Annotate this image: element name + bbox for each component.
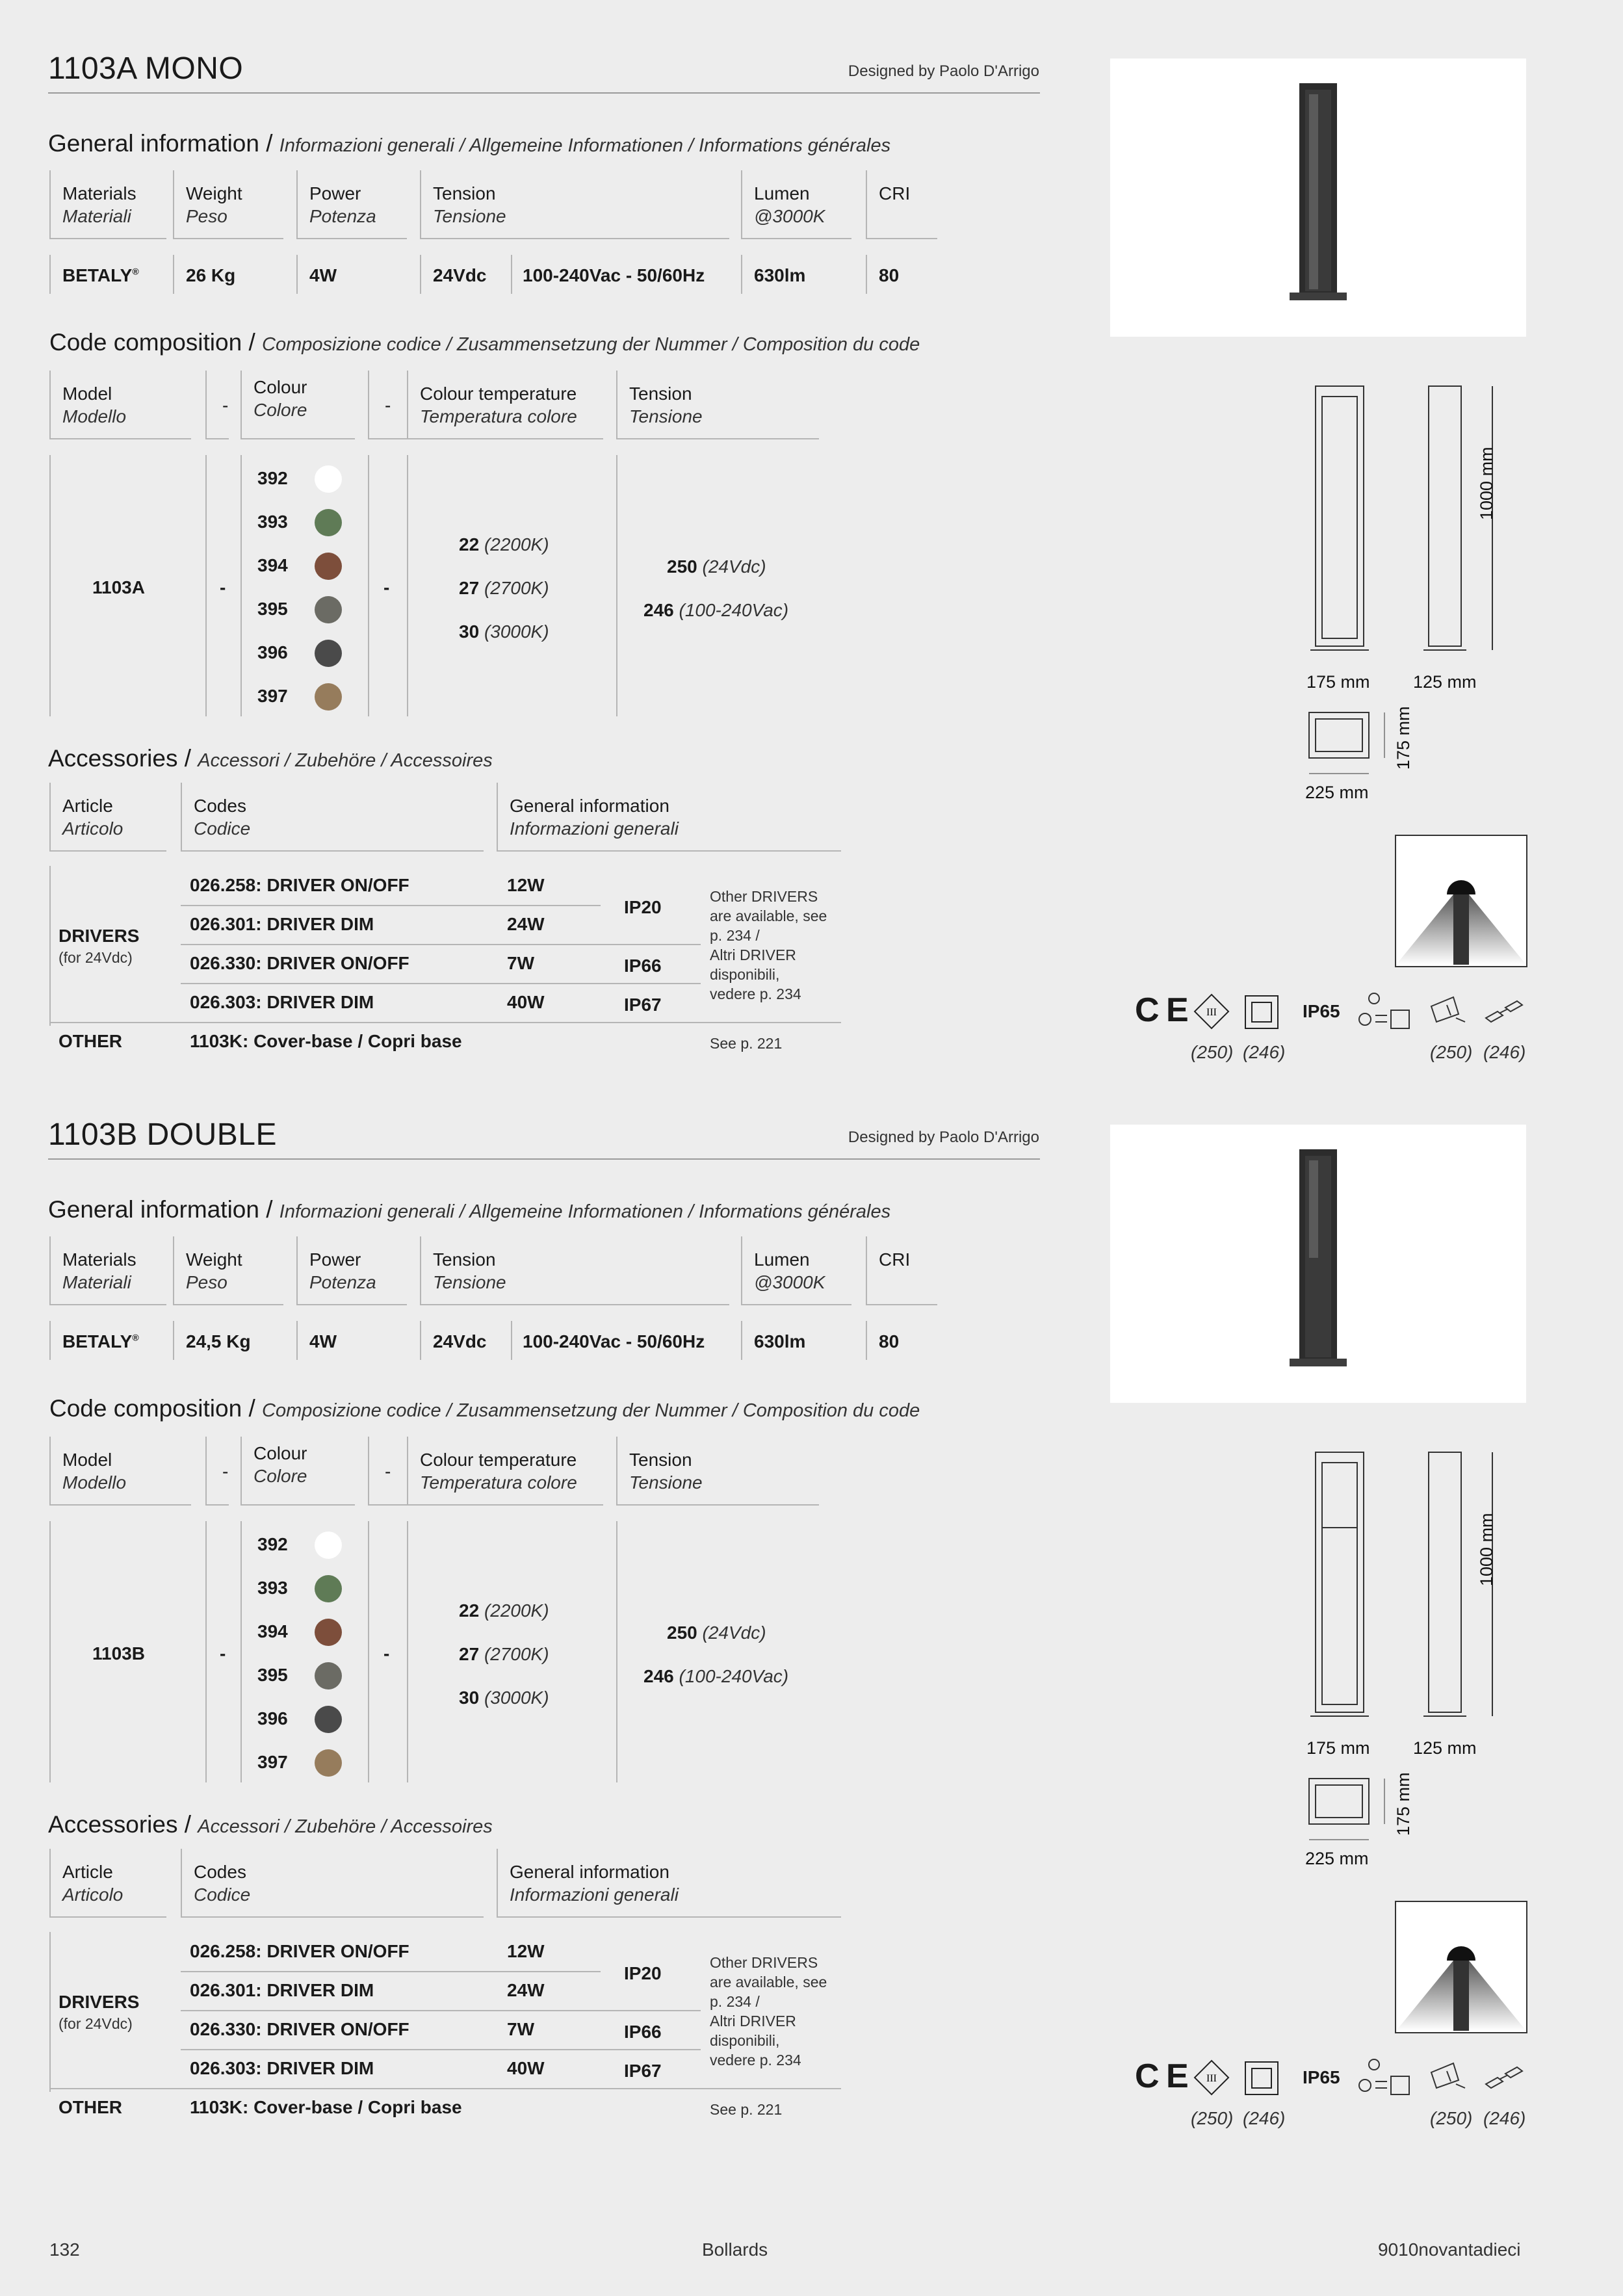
colour-code: 393 bbox=[257, 1578, 288, 1598]
colour-swatch bbox=[315, 509, 342, 536]
ce-mark-icon: C E bbox=[1135, 2057, 1189, 2095]
colour-code: 397 bbox=[257, 1752, 288, 1772]
dim-base-height: 175 mm bbox=[1394, 706, 1413, 770]
colour-swatch bbox=[315, 1575, 342, 1602]
value-cri: 80 bbox=[879, 265, 900, 285]
header-cri: CRI bbox=[866, 1236, 937, 1305]
code-heading: Code composition / Composizione codice / Zusammensetzung der Nummer / Composition du code bbox=[49, 329, 920, 356]
driver-code: 026.301: DRIVER DIM bbox=[190, 1980, 374, 2000]
double-insulation-icon bbox=[1244, 995, 1279, 1030]
header-lumen: Lumen @3000K bbox=[741, 170, 851, 239]
connector-icon bbox=[1483, 2058, 1529, 2093]
ip-67: IP67 bbox=[624, 995, 662, 1015]
code-header-colour: Colour Colore bbox=[240, 371, 355, 439]
product-section bbox=[0, 0, 1623, 1066]
code-header-temp: Colour temperature Temperatura colore bbox=[407, 1437, 603, 1506]
value-cri: 80 bbox=[879, 1331, 900, 1351]
drivers-label: DRIVERS bbox=[58, 926, 140, 946]
header-materials: Materials Materiali bbox=[49, 1236, 166, 1305]
tension-code: 246 (100-240Vac) bbox=[643, 1666, 789, 1686]
driver-power: 24W bbox=[507, 914, 545, 934]
colour-swatch bbox=[315, 1662, 342, 1689]
accessories-heading: Accessories / Accessori / Zubehöre / Accessoires bbox=[48, 745, 493, 772]
header-materials: Materials Materiali bbox=[49, 170, 166, 239]
driver-note: Other DRIVERS are available, see p. 234 / Altri DRIVER disponibili, vedere p. 234 bbox=[710, 888, 827, 1002]
other-code: 1103K: Cover-base / Copri base bbox=[190, 1031, 462, 1051]
cert-note-1: (250) bbox=[1191, 2108, 1234, 2128]
product-photo bbox=[1110, 59, 1526, 337]
colour-code: 396 bbox=[257, 1708, 288, 1729]
acc-header-article: Article Articolo bbox=[49, 783, 166, 852]
header-cri: CRI bbox=[866, 170, 937, 239]
connector-icon bbox=[1483, 992, 1529, 1027]
code-header-dash1: - bbox=[205, 1437, 229, 1506]
acc-header-article: Article Articolo bbox=[49, 1849, 166, 1918]
value-material: BETALY® bbox=[62, 1331, 139, 1351]
product-title: 1103A MONO bbox=[48, 51, 244, 86]
colour-code: 394 bbox=[257, 555, 288, 575]
value-tension-ac: 100-240Vac - 50/60Hz bbox=[523, 265, 705, 285]
header-power: Power Potenza bbox=[296, 170, 407, 239]
other-label: OTHER bbox=[58, 2097, 122, 2117]
acc-header-info: General information Informazioni generali bbox=[497, 1849, 841, 1918]
colour-code: 392 bbox=[257, 1534, 288, 1554]
driver-power: 7W bbox=[507, 953, 534, 973]
ip-66: IP66 bbox=[624, 2022, 662, 2042]
other-note: See p. 221 bbox=[710, 2101, 783, 2118]
bollard-photo bbox=[1110, 59, 1526, 337]
model-dash: - bbox=[220, 577, 226, 597]
emergency-light-icon bbox=[1355, 2058, 1413, 2098]
header-tension: Tension Tensione bbox=[420, 170, 729, 239]
colour-temperature: 27 (2700K) bbox=[459, 578, 549, 598]
code-header-dash2: - bbox=[368, 1437, 407, 1506]
driver-icon bbox=[1427, 992, 1466, 1027]
colour-swatch bbox=[315, 1706, 342, 1733]
colour-swatch bbox=[315, 683, 342, 711]
colour-dash: - bbox=[383, 577, 390, 597]
drivers-sublabel: (for 24Vdc) bbox=[58, 949, 133, 966]
cert-note-4: (246) bbox=[1483, 2108, 1526, 2128]
light-distribution-icon bbox=[1395, 835, 1527, 967]
model-code: 1103B bbox=[92, 1643, 145, 1663]
title-rule bbox=[48, 1158, 1040, 1160]
code-header-temp: Colour temperature Temperatura colore bbox=[407, 371, 603, 439]
driver-power: 40W bbox=[507, 2058, 545, 2078]
bollard-photo bbox=[1110, 1125, 1526, 1403]
value-tension-dc: 24Vdc bbox=[433, 265, 487, 285]
class-iii-icon bbox=[1193, 993, 1230, 1030]
colour-temperature: 30 (3000K) bbox=[459, 1688, 549, 1708]
model-dash: - bbox=[220, 1643, 226, 1663]
colour-code: 396 bbox=[257, 642, 288, 662]
value-lumen: 630lm bbox=[754, 1331, 806, 1351]
product-section bbox=[0, 1066, 1623, 2132]
driver-code: 026.258: DRIVER ON/OFF bbox=[190, 875, 409, 895]
header-power: Power Potenza bbox=[296, 1236, 407, 1305]
dim-width-front: 175 mm bbox=[1306, 1738, 1370, 1758]
driver-code: 026.303: DRIVER DIM bbox=[190, 2058, 374, 2078]
value-material: BETALY® bbox=[62, 265, 139, 285]
title-rule bbox=[48, 92, 1040, 94]
svg-text:III: III bbox=[1206, 2073, 1217, 2084]
dimension-drawing bbox=[1300, 1443, 1534, 1872]
acc-header-codes: Codes Codice bbox=[181, 1849, 484, 1918]
ip-66: IP66 bbox=[624, 956, 662, 976]
emergency-light-icon bbox=[1355, 992, 1413, 1032]
drivers-sublabel: (for 24Vdc) bbox=[58, 2015, 133, 2032]
dim-width-side: 125 mm bbox=[1413, 672, 1477, 692]
tension-code: 246 (100-240Vac) bbox=[643, 600, 789, 620]
driver-power: 12W bbox=[507, 875, 545, 895]
driver-power: 24W bbox=[507, 1980, 545, 2000]
colour-swatch bbox=[315, 1532, 342, 1559]
other-code: 1103K: Cover-base / Copri base bbox=[190, 2097, 462, 2117]
colour-code: 397 bbox=[257, 686, 288, 706]
value-power: 4W bbox=[309, 1331, 337, 1351]
dim-base-height: 175 mm bbox=[1394, 1772, 1413, 1836]
header-lumen: Lumen @3000K bbox=[741, 1236, 851, 1305]
code-header-model: Model Modello bbox=[49, 371, 191, 439]
colour-temperature: 22 (2200K) bbox=[459, 1600, 549, 1621]
code-header-tension: Tension Tensione bbox=[616, 371, 819, 439]
driver-power: 40W bbox=[507, 992, 545, 1012]
page-number: 132 bbox=[49, 2239, 80, 2260]
colour-swatch bbox=[315, 640, 342, 667]
cert-note-2: (246) bbox=[1243, 1042, 1286, 1062]
driver-icon bbox=[1427, 2058, 1466, 2093]
colour-temperature: 22 (2200K) bbox=[459, 534, 549, 554]
driver-code: 026.303: DRIVER DIM bbox=[190, 992, 374, 1012]
value-tension-ac: 100-240Vac - 50/60Hz bbox=[523, 1331, 705, 1351]
tension-code: 250 (24Vdc) bbox=[667, 1623, 766, 1643]
general-info-heading: General information / Informazioni generali / Allgemeine Informationen / Informations générales bbox=[48, 1196, 891, 1223]
value-weight: 24,5 Kg bbox=[186, 1331, 251, 1351]
dim-base-width: 225 mm bbox=[1305, 783, 1369, 802]
colour-temperature: 27 (2700K) bbox=[459, 1644, 549, 1664]
code-header-colour: Colour Colore bbox=[240, 1437, 355, 1506]
ip-20: IP20 bbox=[624, 1963, 662, 1983]
value-lumen: 630lm bbox=[754, 265, 806, 285]
colour-swatch bbox=[315, 596, 342, 623]
product-title: 1103B DOUBLE bbox=[48, 1117, 277, 1152]
cert-note-1: (250) bbox=[1191, 1042, 1234, 1062]
cert-note-2: (246) bbox=[1243, 2108, 1286, 2128]
drivers-label: DRIVERS bbox=[58, 1992, 140, 2012]
driver-note: Other DRIVERS are available, see p. 234 / Altri DRIVER disponibili, vedere p. 234 bbox=[710, 1954, 827, 2068]
footer-brand: 9010novantadieci bbox=[1378, 2239, 1521, 2260]
driver-power: 7W bbox=[507, 2019, 534, 2039]
value-weight: 26 Kg bbox=[186, 265, 236, 285]
colour-swatch bbox=[315, 1619, 342, 1646]
designer-credit: Designed by Paolo D'Arrigo bbox=[848, 62, 1039, 80]
ip65-label: IP65 bbox=[1303, 2067, 1340, 2087]
colour-temperature: 30 (3000K) bbox=[459, 621, 549, 642]
driver-code: 026.301: DRIVER DIM bbox=[190, 914, 374, 934]
header-weight: Weight Peso bbox=[173, 1236, 283, 1305]
colour-code: 393 bbox=[257, 512, 288, 532]
code-heading: Code composition / Composizione codice / Zusammensetzung der Nummer / Composition du code bbox=[49, 1395, 920, 1422]
product-photo bbox=[1110, 1125, 1526, 1403]
value-power: 4W bbox=[309, 265, 337, 285]
code-header-model: Model Modello bbox=[49, 1437, 191, 1506]
footer-section: Bollards bbox=[702, 2239, 768, 2260]
colour-swatch bbox=[315, 465, 342, 493]
header-weight: Weight Peso bbox=[173, 170, 283, 239]
colour-code: 392 bbox=[257, 468, 288, 488]
accessories-heading: Accessories / Accessori / Zubehöre / Accessoires bbox=[48, 1811, 493, 1838]
colour-dash: - bbox=[383, 1643, 390, 1663]
class-iii-icon bbox=[1193, 2059, 1230, 2096]
acc-header-info: General information Informazioni generali bbox=[497, 783, 841, 852]
driver-code: 026.258: DRIVER ON/OFF bbox=[190, 1941, 409, 1961]
dimension-drawing bbox=[1300, 377, 1534, 806]
code-header-tension: Tension Tensione bbox=[616, 1437, 819, 1506]
colour-swatch bbox=[315, 1749, 342, 1777]
ce-mark-icon: C E bbox=[1135, 991, 1189, 1029]
value-tension-dc: 24Vdc bbox=[433, 1331, 487, 1351]
cert-note-3: (250) bbox=[1430, 2108, 1473, 2128]
ip-67: IP67 bbox=[624, 2061, 662, 2081]
double-insulation-icon bbox=[1244, 2061, 1279, 2096]
colour-code: 394 bbox=[257, 1621, 288, 1641]
driver-power: 12W bbox=[507, 1941, 545, 1961]
header-tension: Tension Tensione bbox=[420, 1236, 729, 1305]
cert-note-3: (250) bbox=[1430, 1042, 1473, 1062]
tension-code: 250 (24Vdc) bbox=[667, 556, 766, 577]
svg-text:III: III bbox=[1206, 1007, 1217, 1018]
colour-swatch bbox=[315, 553, 342, 580]
ip-20: IP20 bbox=[624, 897, 662, 917]
acc-header-codes: Codes Codice bbox=[181, 783, 484, 852]
code-header-dash1: - bbox=[205, 371, 229, 439]
dim-height: 1000 mm bbox=[1477, 1513, 1496, 1586]
driver-code: 026.330: DRIVER ON/OFF bbox=[190, 953, 409, 973]
designer-credit: Designed by Paolo D'Arrigo bbox=[848, 1128, 1039, 1146]
dim-base-width: 225 mm bbox=[1305, 1849, 1369, 1868]
other-note: See p. 221 bbox=[710, 1035, 783, 1052]
ip65-label: IP65 bbox=[1303, 1001, 1340, 1021]
code-header-dash2: - bbox=[368, 371, 407, 439]
other-label: OTHER bbox=[58, 1031, 122, 1051]
colour-code: 395 bbox=[257, 1665, 288, 1685]
model-code: 1103A bbox=[92, 577, 145, 597]
general-info-heading: General information / Informazioni generali / Allgemeine Informationen / Informations générales bbox=[48, 130, 891, 157]
cert-note-4: (246) bbox=[1483, 1042, 1526, 1062]
dim-width-front: 175 mm bbox=[1306, 672, 1370, 692]
dim-height: 1000 mm bbox=[1477, 447, 1496, 520]
dim-width-side: 125 mm bbox=[1413, 1738, 1477, 1758]
colour-code: 395 bbox=[257, 599, 288, 619]
driver-code: 026.330: DRIVER ON/OFF bbox=[190, 2019, 409, 2039]
light-distribution-icon bbox=[1395, 1901, 1527, 2033]
